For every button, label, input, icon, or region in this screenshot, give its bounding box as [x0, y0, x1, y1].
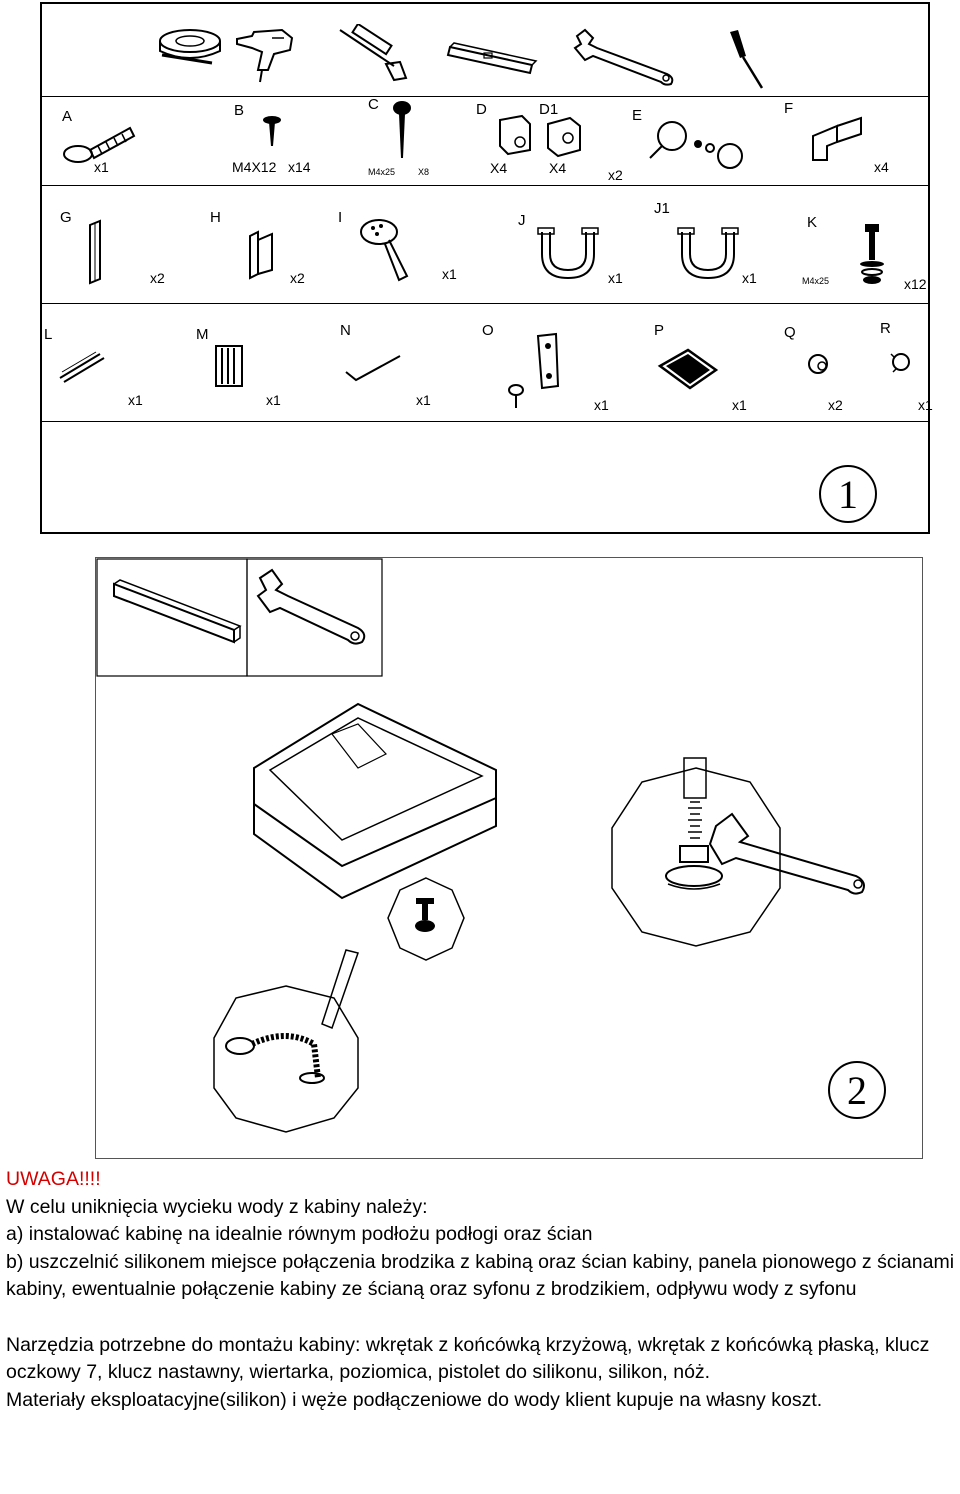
part-qty-c: X8 — [418, 167, 430, 177]
assembly-diagram-step-2 — [95, 557, 923, 1159]
part-qty-o: x1 — [594, 397, 609, 413]
part-label-l: L — [44, 326, 53, 343]
part-label-g: G — [60, 209, 72, 226]
hand-shower-icon — [357, 214, 417, 289]
row-divider — [42, 421, 928, 422]
shower-tray-drawing — [254, 704, 496, 898]
part-size-c: M4x25 — [368, 167, 396, 177]
hose-j1-icon — [672, 226, 747, 286]
part-label-c: C — [368, 96, 379, 113]
part-qty-b: x14 — [288, 159, 311, 175]
part-label-d: D — [476, 101, 487, 118]
level-tool-icon — [114, 580, 240, 642]
materials-text: Materiały eksploatacyjne(silikon) i węże podłączeniowe do wody klient kupuje na własny koszt. — [6, 1388, 823, 1411]
bracket-d-icon — [492, 112, 537, 160]
grate-m-icon — [210, 340, 250, 390]
part-label-i: I — [338, 209, 343, 226]
part-label-f: F — [784, 100, 794, 117]
rod-n-icon — [342, 348, 402, 384]
part-qty-p: x1 — [732, 397, 747, 413]
tools-text-continued: oczkowy 7, klucz nastawny, wiertarka, poziomica, pistolet do silikonu, silikon, nóż. — [6, 1361, 711, 1383]
part-qty-d1: X4 — [549, 160, 567, 176]
part-label-p: P — [654, 322, 665, 339]
part-qty-m: x1 — [266, 392, 281, 408]
part-label-b: B — [234, 102, 245, 119]
handle-knob-icon — [642, 114, 752, 174]
part-label-m: M — [196, 326, 209, 343]
part-label-d1: D1 — [539, 101, 559, 118]
warning-intro: W celu uniknięcia wycieku wody z kabiny należy: — [6, 1195, 428, 1218]
handle-p-icon — [654, 344, 724, 394]
profile-g-icon — [82, 217, 112, 287]
svg-text:2: 2 — [847, 1068, 867, 1113]
part-qty-r: x1 — [918, 397, 933, 413]
part-qty-n: x1 — [416, 392, 431, 408]
bolt-k-icon — [857, 220, 887, 288]
part-label-r: R — [880, 320, 891, 337]
part-label-j: J — [518, 212, 526, 229]
wrench-on-foot-icon — [710, 814, 864, 894]
part-qty-l: x1 — [128, 392, 143, 408]
screw-icon — [257, 114, 287, 149]
drill-icon — [232, 24, 302, 86]
part-qty-h: x2 — [290, 270, 305, 286]
step-number-2 — [829, 1062, 885, 1118]
adjustable-wrench-icon — [258, 570, 364, 644]
part-qty-e: x2 — [608, 167, 623, 183]
siphon-detail-octagon — [214, 950, 358, 1132]
part-qty-j: x1 — [608, 270, 623, 286]
part-label-h: H — [210, 209, 221, 226]
part-label-n: N — [340, 322, 351, 339]
rail-l-icon — [56, 348, 106, 384]
assembly-illustration — [96, 558, 922, 1158]
row-divider — [42, 303, 928, 304]
part-size-k: M4x25 — [802, 276, 830, 286]
screwdriver-icon — [722, 26, 772, 96]
part-label-k: K — [807, 214, 818, 231]
part-qty-d: X4 — [490, 160, 508, 176]
long-screw-icon — [387, 98, 417, 168]
foot-adjustment-detail — [612, 758, 780, 946]
parts-list-sheet — [40, 2, 933, 534]
part-label-j1: J1 — [654, 200, 670, 217]
row-divider — [42, 185, 928, 186]
foot-detail-octagon — [388, 878, 464, 960]
svg-text:1: 1 — [838, 472, 858, 517]
bracket-d1-icon — [542, 112, 587, 160]
part-qty-q: x2 — [828, 397, 843, 413]
part-qty-i: x1 — [442, 266, 457, 282]
warning-title: UWAGA!!!! — [6, 1168, 101, 1190]
profile-h-icon — [242, 226, 282, 281]
row-divider — [42, 96, 928, 97]
part-qty-a: x1 — [94, 159, 109, 175]
wrench-icon — [567, 26, 682, 86]
cap-q-icon — [804, 350, 834, 380]
installation-notes — [6, 1166, 956, 1414]
part-label-o: O — [482, 322, 494, 339]
tools-text: Narzędzia potrzebne do montażu kabiny: wkrętak z końcówką krzyżową, wkrętak z końcówką płaską, klucz — [6, 1333, 930, 1356]
level-icon — [442, 39, 542, 79]
warning-item-b: b) uszczelnić silikonem miejsce połączenia brodzika z kabiną oraz ścian kabiny, panela pionowego z ścianami kabiny, ewentualnie połączenie kabiny ze ścianą oraz syfonu z brodzikiem, odpływu wody z syfonu — [6, 1250, 955, 1300]
cap-r-icon — [887, 348, 917, 378]
corner-bracket-f-icon — [807, 114, 867, 164]
silicone-gun-icon — [332, 24, 412, 84]
part-size-b: M4X12 — [232, 159, 277, 175]
warning-item-a: a) instalować kabinę na idealnie równym podłożu podłogi oraz ścian — [6, 1223, 593, 1245]
part-qty-f: x4 — [874, 159, 889, 175]
plate-o-icon — [502, 330, 572, 412]
part-label-e: E — [632, 107, 643, 124]
part-label-q: Q — [784, 324, 796, 341]
part-label-a: A — [62, 108, 73, 125]
part-qty-g: x2 — [150, 270, 165, 286]
part-qty-j1: x1 — [742, 270, 757, 286]
hose-j-icon — [532, 226, 607, 286]
tape-icon — [152, 19, 232, 69]
step-number-1 — [817, 463, 879, 525]
part-qty-k: x12 — [904, 276, 927, 292]
